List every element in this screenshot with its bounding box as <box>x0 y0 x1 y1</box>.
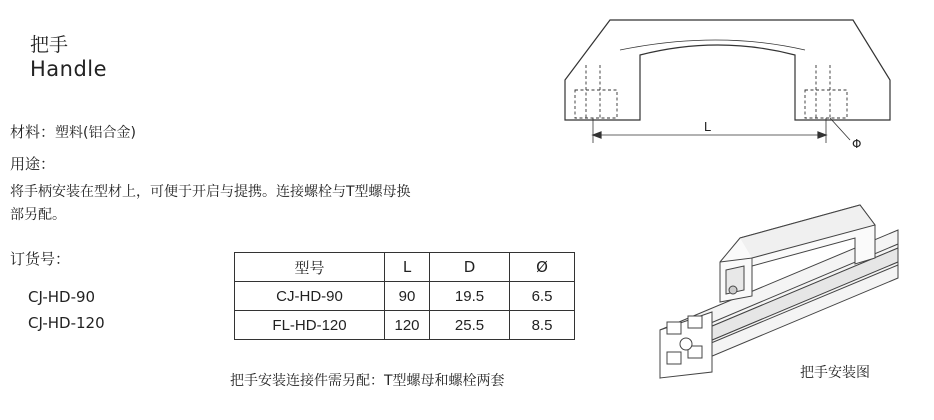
accessory-note: 把手安装连接件需另配：T型螺母和螺栓两套 <box>230 373 505 389</box>
title-chinese: 把手 <box>30 34 69 56</box>
material-value: 塑料(铝合金) <box>55 125 136 141</box>
handle-technical-drawing <box>565 20 890 143</box>
usage-description: 将手柄安装在型材上，可便于开启与提携。连接螺栓与T型螺母换部另配。 <box>10 184 411 223</box>
header-model: 型号 <box>235 253 385 282</box>
cell-diameter: 6.5 <box>510 282 575 311</box>
header-diameter: Ø <box>510 253 575 282</box>
header-d: D <box>430 253 510 282</box>
header-length: L <box>385 253 430 282</box>
installation-caption: 把手安装图 <box>800 365 870 381</box>
cell-d: 25.5 <box>430 311 510 340</box>
cell-model: FL-HD-120 <box>235 311 385 340</box>
usage-label: 用途： <box>10 155 56 173</box>
dim-diameter-label: Φ <box>852 137 862 151</box>
cell-model: CJ-HD-90 <box>235 282 385 311</box>
order-number-item: CJ-HD-90 <box>28 288 96 306</box>
cell-length: 120 <box>385 311 430 340</box>
cell-d: 19.5 <box>430 282 510 311</box>
cell-diameter: 8.5 <box>510 311 575 340</box>
order-number-item: CJ-HD-120 <box>28 314 105 332</box>
cell-length: 90 <box>385 282 430 311</box>
order-number-label: 订货号： <box>10 250 71 268</box>
dim-length-label: L <box>704 119 712 134</box>
material-label: 材料： <box>10 123 56 141</box>
title-english: Handle <box>30 57 108 81</box>
installation-illustration <box>660 205 898 378</box>
